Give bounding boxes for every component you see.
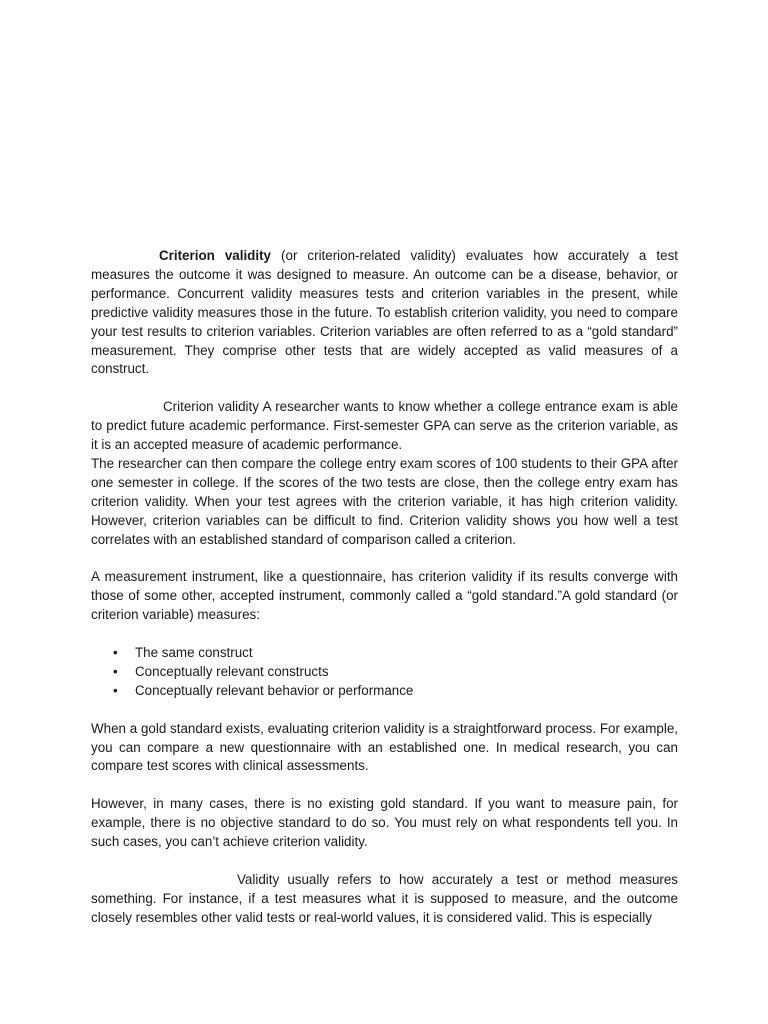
paragraph-no-gold-standard: However, in many cases, there is no existing gold standard. If you want to measure pain, for example, there is no objective standard to do so. You must rely on what respondents tell you. In such cases, you can’t achieve criterion validity. xyxy=(91,796,678,850)
paragraph-gold-standard: A measurement instrument, like a questionnaire, has criterion validity if its results converge with those of some other, accepted instrument, commonly called a “gold standard.”A gold standard (or criterion variable) measures: xyxy=(91,569,678,623)
paragraph-text: (or criterion-related validity) evaluates how accurately a test measures the outcome it was designed to measure. An outcome can be a disease, behavior, or performance. Concurrent validity measures tests and criterion variables in the present, while predictive validity measures those in the future. To establish criterion validity, you need to compare your test results to criterion variables. Criterion variables are often referred to as a “gold standard” measurement. They comprise other tests that are widely accepted as valid measures of a construct. xyxy=(91,248,678,377)
paragraph-criterion-validity-definition xyxy=(91,247,678,379)
list-item xyxy=(91,682,678,701)
list-item-text: Conceptually relevant constructs xyxy=(135,663,329,679)
paragraph-gold-standard-exists: When a gold standard exists, evaluating criterion validity is a straightforward process. For example, you can compare a new questionnaire with an established one. In medical research, you can compare test scores with clinical assessments. xyxy=(91,720,678,774)
list-item-text: The same construct xyxy=(135,644,253,660)
list-item-text: Conceptually relevant behavior or performance xyxy=(135,682,414,698)
paragraph-example-detail: The researcher can then compare the college entry exam scores of 100 students to their GPA after one semester in college. If the scores of the two tests are close, then the college entry exam has criterion validity. When your test agrees with the criterion variable, it has high criterion validity. However, criterion variables can be difficult to find. Criterion validity shows you how well a test correlates with an established standard of comparison called a criterion. xyxy=(91,455,678,547)
bullet-icon: • xyxy=(113,644,118,660)
document-body xyxy=(91,247,678,928)
paragraph-validity-definition: Validity usually refers to how accurately a test or method measures something. For instance, if a test measures what it is supposed to measure, and the outcome closely resembles other valid tests or real-world values, it is considered valid. This is especially xyxy=(91,871,678,925)
bullet-list xyxy=(91,644,678,701)
list-item xyxy=(91,663,678,682)
list-item xyxy=(91,644,678,663)
bullet-icon: • xyxy=(113,663,118,679)
bullet-icon: • xyxy=(113,682,118,698)
bold-term: Criterion validity xyxy=(159,248,271,263)
spacer xyxy=(91,625,678,644)
paragraph-example-intro: Criterion validity A researcher wants to know whether a college entrance exam is able to predict future academic performance. First-semester GPA can serve as the criterion variable, as it is an accepted measure of academic performance. xyxy=(91,399,678,453)
